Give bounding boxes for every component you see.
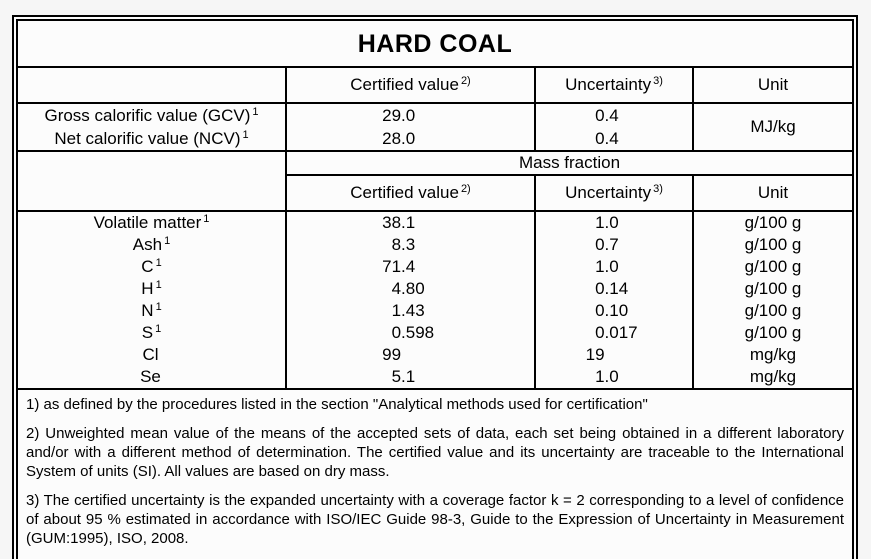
uncertainty-value: 0.4	[595, 128, 619, 148]
table-row-nitrogen	[18, 300, 852, 322]
certified-value-cell	[286, 278, 535, 300]
footnote-ref-1: 1	[155, 257, 162, 269]
row-label-cell	[18, 300, 286, 322]
certified-value-cell	[286, 127, 535, 151]
certified-value: 0.598	[391, 323, 435, 342]
table-row-sulfur	[18, 322, 852, 344]
row-label-cell	[18, 344, 286, 366]
column-header-label: Certified value	[350, 75, 459, 94]
uncertainty-value: 0.14	[595, 279, 629, 298]
row-label-cell	[18, 103, 286, 127]
row-label: Se	[140, 367, 161, 386]
certified-value: 38.1	[382, 213, 416, 232]
row-label-cell	[18, 127, 286, 151]
column-header-uncertainty	[535, 175, 693, 211]
unit-cell: g/100 g	[693, 278, 852, 300]
unit-cell: MJ/kg	[693, 103, 852, 151]
footnote-ref-1: 1	[155, 279, 162, 291]
certified-value: 28.0	[382, 128, 416, 148]
uncertainty-value: 0.10	[595, 301, 629, 320]
footnote-ref-2: 2)	[460, 183, 471, 195]
unit-cell: mg/kg	[693, 344, 852, 366]
certified-value: 4.80	[391, 279, 425, 298]
certified-value-cell	[286, 344, 535, 366]
certificate-table-frame	[12, 15, 858, 559]
uncertainty-cell	[535, 256, 693, 278]
hard-coal-certificate-table	[18, 21, 852, 559]
table-row-hydrogen	[18, 278, 852, 300]
uncertainty-value: 0.7	[595, 235, 619, 254]
certificate-table-inner-border	[16, 19, 854, 559]
certified-value: 99	[382, 345, 402, 364]
uncertainty-cell	[535, 278, 693, 300]
column-header-uncertainty	[535, 67, 693, 103]
footnote-ref-1: 1	[242, 128, 249, 141]
row-label: N	[141, 301, 154, 320]
uncertainty-cell	[535, 211, 693, 234]
uncertainty-cell	[535, 234, 693, 256]
uncertainty-cell	[535, 300, 693, 322]
uncertainty-value: 1.0	[595, 257, 619, 276]
row-label: Ash	[132, 235, 163, 254]
certified-value-cell	[286, 211, 535, 234]
row-label: Gross calorific value (GCV)	[44, 105, 251, 125]
footnote-ref-3: 3)	[653, 183, 663, 195]
unit-cell: g/100 g	[693, 322, 852, 344]
row-label: Cl	[142, 345, 159, 364]
column-header-label: Certified value	[350, 183, 459, 202]
uncertainty-value: 19	[585, 345, 605, 364]
certified-value-cell	[286, 300, 535, 322]
row-label: Volatile matter	[93, 213, 202, 232]
empty-header-cell	[18, 67, 286, 103]
column-header-unit: Unit	[693, 175, 852, 211]
footnote-3: 3) The certified uncertainty is the expanded uncertainty with a coverage factor k = 2 corresponding to a level of confidence of about 95 % estimated in accordance with ISO/IEC Guide 98-3, Guide to the Expression of Uncertainty in Measurement (GUM:1995), ISO, 2008.	[26, 492, 844, 547]
uncertainty-cell	[535, 344, 693, 366]
column-header-unit: Unit	[693, 67, 852, 103]
certified-value-cell	[286, 322, 535, 344]
certified-value-cell	[286, 256, 535, 278]
certified-value: 8.3	[391, 235, 416, 254]
unit-cell: g/100 g	[693, 256, 852, 278]
certified-value: 5.1	[391, 367, 416, 386]
row-label: Net calorific value (NCV)	[54, 128, 241, 148]
mass-fraction-section-label: Mass fraction	[286, 151, 852, 175]
row-label-cell	[18, 256, 286, 278]
certified-value: 1.43	[391, 301, 425, 320]
table-row-carbon	[18, 256, 852, 278]
footnote-2: 2) Unweighted mean value of the means of the accepted sets of data, each set being obtained in a different laboratory and/or with a different method of determination. The certified value and its uncertainty are traceable to the International System of units (SI). All values are based on dry mass.	[26, 425, 844, 480]
title-row	[18, 21, 852, 67]
unit-cell: mg/kg	[693, 366, 852, 389]
certified-value-cell	[286, 366, 535, 389]
certified-value: 71.4	[382, 257, 416, 276]
table-title: HARD COAL	[18, 21, 852, 67]
footnote-ref-2: 2)	[460, 75, 471, 87]
unit-cell: g/100 g	[693, 211, 852, 234]
row-label-cell	[18, 366, 286, 389]
uncertainty-value: 1.0	[595, 213, 619, 232]
footnotes-cell	[18, 389, 852, 559]
footnote-ref-1: 1	[164, 235, 171, 247]
certified-value-cell	[286, 234, 535, 256]
table-row-gcv	[18, 103, 852, 127]
uncertainty-cell	[535, 322, 693, 344]
column-header-certified-value	[286, 175, 535, 211]
footnote-ref-1: 1	[155, 323, 162, 335]
uncertainty-cell	[535, 127, 693, 151]
row-label-cell	[18, 322, 286, 344]
footnote-ref-1: 1	[252, 105, 259, 118]
footnote-ref-3: 3)	[653, 75, 663, 87]
certified-value-cell	[286, 103, 535, 127]
column-header-label: Uncertainty	[565, 75, 652, 94]
footnote-ref-1: 1	[155, 301, 162, 313]
uncertainty-cell	[535, 103, 693, 127]
table-row-ash	[18, 234, 852, 256]
row-label: H	[141, 279, 154, 298]
table-row-chlorine	[18, 344, 852, 366]
empty-section-cell	[18, 151, 286, 211]
uncertainty-cell	[535, 366, 693, 389]
uncertainty-value: 0.4	[595, 105, 619, 125]
footnote-ref-1: 1	[203, 213, 210, 225]
certified-value: 29.0	[382, 105, 416, 125]
mass-fraction-section-row	[18, 151, 852, 175]
header-row-top	[18, 67, 852, 103]
table-row-selenium	[18, 366, 852, 389]
footnotes-row	[18, 389, 852, 559]
unit-cell: g/100 g	[693, 234, 852, 256]
column-header-label: Uncertainty	[565, 183, 652, 202]
row-label-cell	[18, 234, 286, 256]
row-label: C	[141, 257, 154, 276]
unit-cell: g/100 g	[693, 300, 852, 322]
table-row-volatile-matter	[18, 211, 852, 234]
column-header-certified-value	[286, 67, 535, 103]
row-label: S	[141, 323, 154, 342]
row-label-cell	[18, 278, 286, 300]
uncertainty-value: 1.0	[595, 367, 619, 386]
row-label-cell	[18, 211, 286, 234]
footnote-1: 1) as defined by the procedures listed in the section "Analytical methods used for certification"	[26, 396, 648, 413]
uncertainty-value: 0.017	[595, 323, 638, 342]
